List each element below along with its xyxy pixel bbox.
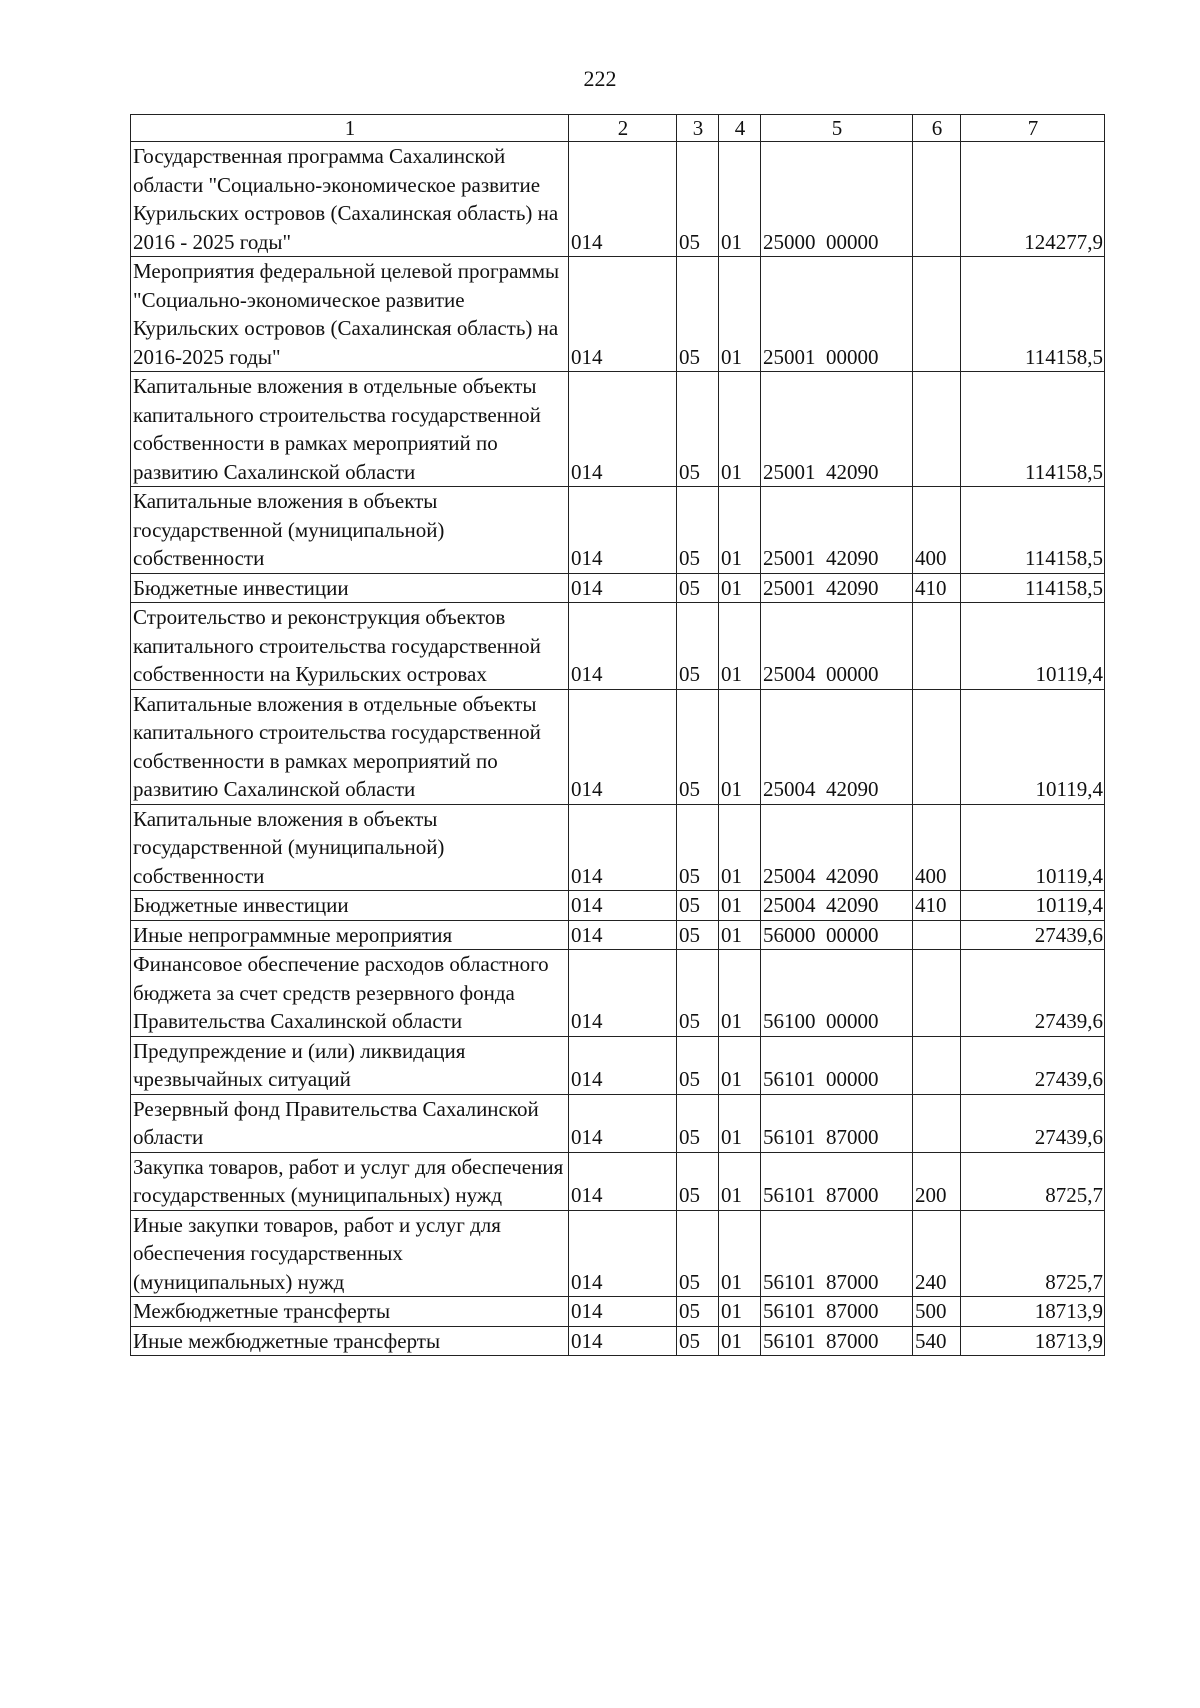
expense-type-cell: 410 [913,573,961,603]
ministry-code-cell: 014 [569,573,677,603]
subsection-code-cell: 01 [719,1326,761,1356]
amount-cell: 27439,6 [961,920,1105,950]
amount-cell: 27439,6 [961,1094,1105,1152]
section-code-cell: 05 [677,1094,719,1152]
amount-cell: 18713,9 [961,1297,1105,1327]
amount-cell: 8725,7 [961,1210,1105,1297]
section-code-cell: 05 [677,1297,719,1327]
target-article-cell: 56101 00000 [761,1036,913,1094]
target-article-cell: 25004 42090 [761,891,913,921]
expense-name-cell: Иные закупки товаров, работ и услуг для обеспечения государственных (муниципальных) нужд [131,1210,569,1297]
ministry-code-cell: 014 [569,1210,677,1297]
table-row [131,804,1105,891]
expense-name-cell: Иные непрограммные мероприятия [131,920,569,950]
section-code-cell: 05 [677,1152,719,1210]
section-code-cell: 05 [677,603,719,690]
ministry-code-cell: 014 [569,603,677,690]
table-row [131,487,1105,574]
expense-name-cell: Капитальные вложения в отдельные объекты капитального строительства государственной собственности в рамках мероприятий по развитию Сахалинской области [131,689,569,804]
ministry-code-cell: 014 [569,257,677,372]
ministry-code-cell: 014 [569,1036,677,1094]
expense-type-cell [913,950,961,1037]
expense-name-cell: Капитальные вложения в объекты государственной (муниципальной) собственности [131,804,569,891]
expense-name-cell: Межбюджетные трансферты [131,1297,569,1327]
expense-name-cell: Капитальные вложения в отдельные объекты капитального строительства государственной собственности в рамках мероприятий по развитию Сахалинской области [131,372,569,487]
expense-type-cell [913,1094,961,1152]
budget-table [130,114,1105,1356]
ministry-code-cell: 014 [569,804,677,891]
subsection-code-cell: 01 [719,1094,761,1152]
ministry-code-cell: 014 [569,142,677,257]
expense-name-cell: Финансовое обеспечение расходов областного бюджета за счет средств резервного фонда Правительства Сахалинской области [131,950,569,1037]
section-code-cell: 05 [677,257,719,372]
expense-type-cell [913,689,961,804]
column-header-7: 7 [961,115,1105,142]
target-article-cell: 56101 87000 [761,1297,913,1327]
table-row [131,142,1105,257]
subsection-code-cell: 01 [719,1210,761,1297]
amount-cell: 114158,5 [961,487,1105,574]
table-row [131,372,1105,487]
subsection-code-cell: 01 [719,804,761,891]
expense-name-cell: Бюджетные инвестиции [131,891,569,921]
expense-name-cell: Иные межбюджетные трансферты [131,1326,569,1356]
ministry-code-cell: 014 [569,487,677,574]
amount-cell: 27439,6 [961,950,1105,1037]
table-row [131,950,1105,1037]
subsection-code-cell: 01 [719,603,761,690]
target-article-cell: 25001 42090 [761,487,913,574]
table-row [131,1036,1105,1094]
table-row [131,1326,1105,1356]
subsection-code-cell: 01 [719,142,761,257]
amount-cell: 10119,4 [961,891,1105,921]
target-article-cell: 56101 87000 [761,1152,913,1210]
subsection-code-cell: 01 [719,920,761,950]
expense-name-cell: Бюджетные инвестиции [131,573,569,603]
section-code-cell: 05 [677,1210,719,1297]
column-header-6: 6 [913,115,961,142]
subsection-code-cell: 01 [719,950,761,1037]
table-row [131,689,1105,804]
ministry-code-cell: 014 [569,689,677,804]
subsection-code-cell: 01 [719,689,761,804]
subsection-code-cell: 01 [719,1152,761,1210]
expense-type-cell: 400 [913,804,961,891]
expense-name-cell: Предупреждение и (или) ликвидация чрезвычайных ситуаций [131,1036,569,1094]
amount-cell: 18713,9 [961,1326,1105,1356]
ministry-code-cell: 014 [569,1152,677,1210]
expense-name-cell: Резервный фонд Правительства Сахалинской области [131,1094,569,1152]
subsection-code-cell: 01 [719,573,761,603]
section-code-cell: 05 [677,950,719,1037]
column-number-header-row [131,115,1105,142]
expense-name-cell: Строительство и реконструкция объектов капитального строительства государственной собственности на Курильских островах [131,603,569,690]
amount-cell: 124277,9 [961,142,1105,257]
subsection-code-cell: 01 [719,1036,761,1094]
target-article-cell: 56101 87000 [761,1210,913,1297]
expense-name-cell: Мероприятия федеральной целевой программы "Социально-экономическое развитие Курильских островов (Сахалинская область) на 2016-2025 годы" [131,257,569,372]
column-header-1: 1 [131,115,569,142]
subsection-code-cell: 01 [719,1297,761,1327]
expense-type-cell: 500 [913,1297,961,1327]
table-row [131,891,1105,921]
target-article-cell: 25004 42090 [761,804,913,891]
subsection-code-cell: 01 [719,372,761,487]
table-row [131,1210,1105,1297]
target-article-cell: 25001 42090 [761,573,913,603]
amount-cell: 10119,4 [961,689,1105,804]
section-code-cell: 05 [677,142,719,257]
amount-cell: 8725,7 [961,1152,1105,1210]
ministry-code-cell: 014 [569,1326,677,1356]
target-article-cell: 25001 42090 [761,372,913,487]
expense-name-cell: Государственная программа Сахалинской области "Социально-экономическое развитие Курильских островов (Сахалинская область) на 2016 - 2025 годы" [131,142,569,257]
target-article-cell: 56101 87000 [761,1094,913,1152]
section-code-cell: 05 [677,804,719,891]
table-row [131,920,1105,950]
section-code-cell: 05 [677,891,719,921]
expense-type-cell: 410 [913,891,961,921]
target-article-cell: 56000 00000 [761,920,913,950]
column-header-4: 4 [719,115,761,142]
ministry-code-cell: 014 [569,920,677,950]
target-article-cell: 56100 00000 [761,950,913,1037]
section-code-cell: 05 [677,1036,719,1094]
ministry-code-cell: 014 [569,950,677,1037]
amount-cell: 114158,5 [961,257,1105,372]
subsection-code-cell: 01 [719,487,761,574]
ministry-code-cell: 014 [569,1297,677,1327]
amount-cell: 10119,4 [961,603,1105,690]
subsection-code-cell: 01 [719,257,761,372]
amount-cell: 27439,6 [961,1036,1105,1094]
table-row [131,603,1105,690]
target-article-cell: 25004 42090 [761,689,913,804]
section-code-cell: 05 [677,920,719,950]
amount-cell: 10119,4 [961,804,1105,891]
column-header-3: 3 [677,115,719,142]
table-row [131,1297,1105,1327]
column-header-2: 2 [569,115,677,142]
section-code-cell: 05 [677,1326,719,1356]
target-article-cell: 25001 00000 [761,257,913,372]
section-code-cell: 05 [677,573,719,603]
table-body [131,142,1105,1356]
table-row [131,1094,1105,1152]
target-article-cell: 56101 87000 [761,1326,913,1356]
expense-type-cell [913,372,961,487]
section-code-cell: 05 [677,487,719,574]
table-row [131,257,1105,372]
expense-type-cell [913,1036,961,1094]
amount-cell: 114158,5 [961,372,1105,487]
expense-type-cell [913,257,961,372]
ministry-code-cell: 014 [569,372,677,487]
expense-type-cell: 200 [913,1152,961,1210]
subsection-code-cell: 01 [719,891,761,921]
page-number: 222 [583,66,617,91]
expense-name-cell: Закупка товаров, работ и услуг для обеспечения государственных (муниципальных) нужд [131,1152,569,1210]
expense-type-cell [913,142,961,257]
target-article-cell: 25000 00000 [761,142,913,257]
expense-type-cell: 400 [913,487,961,574]
section-code-cell: 05 [677,689,719,804]
expense-type-cell: 540 [913,1326,961,1356]
expense-type-cell [913,603,961,690]
table-row [131,1152,1105,1210]
expense-name-cell: Капитальные вложения в объекты государственной (муниципальной) собственности [131,487,569,574]
expense-type-cell: 240 [913,1210,961,1297]
table-row [131,573,1105,603]
ministry-code-cell: 014 [569,1094,677,1152]
target-article-cell: 25004 00000 [761,603,913,690]
section-code-cell: 05 [677,372,719,487]
ministry-code-cell: 014 [569,891,677,921]
column-header-5: 5 [761,115,913,142]
expense-type-cell [913,920,961,950]
amount-cell: 114158,5 [961,573,1105,603]
